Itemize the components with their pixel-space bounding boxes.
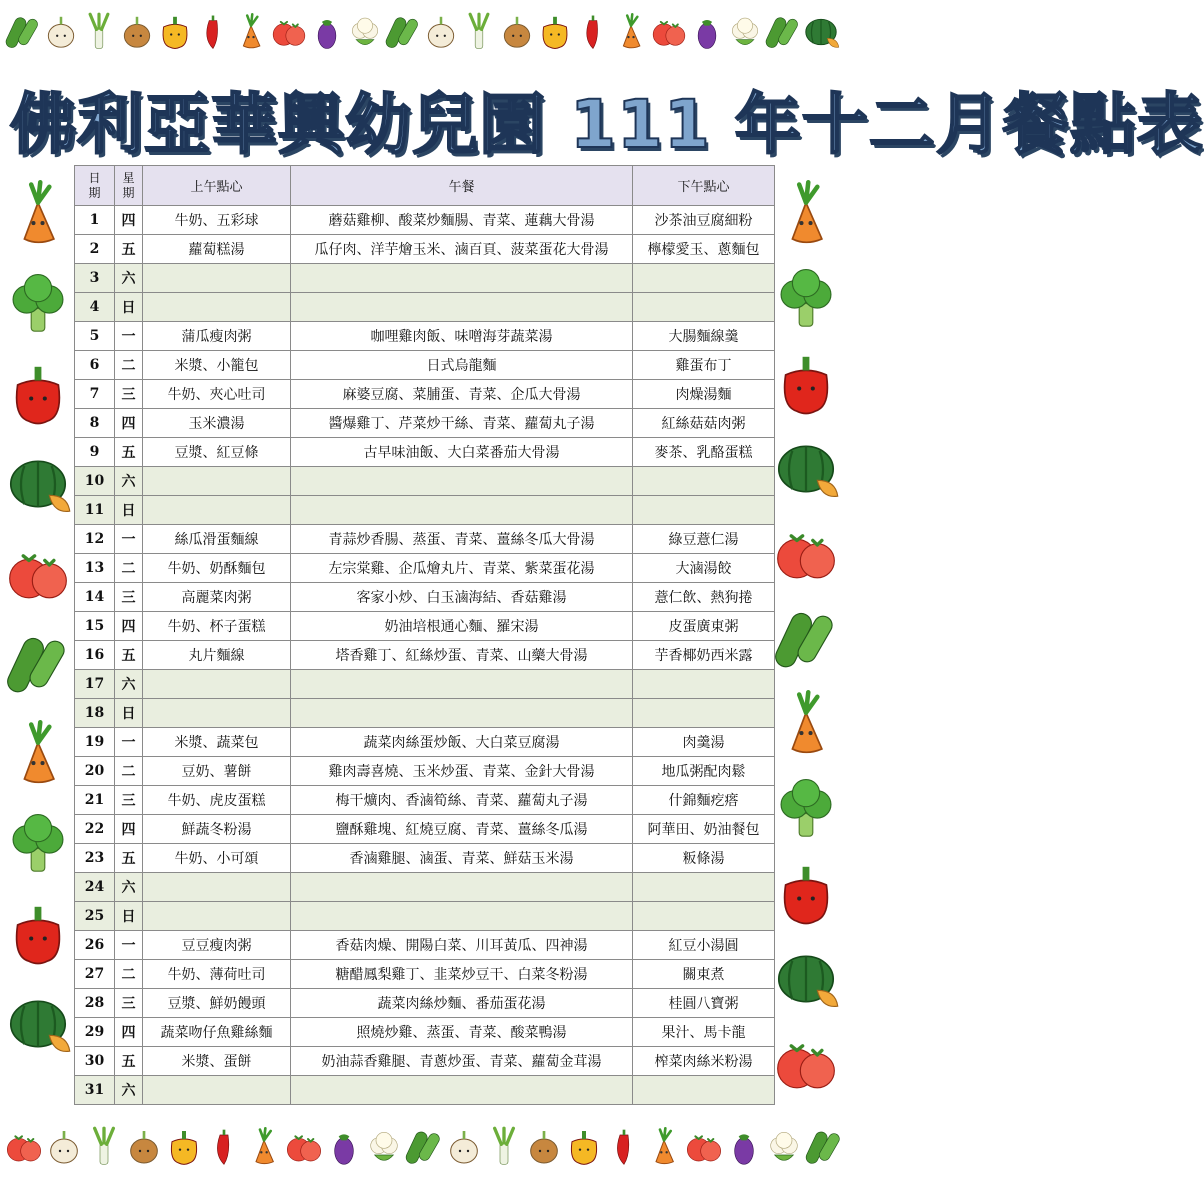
morning-snack-cell [143,699,291,728]
table-row [75,728,775,757]
weekday-cell: 五 [115,1047,143,1076]
lunch-cell: 奶油蒜香雞腿、青蔥炒蛋、青菜、蘿蔔金茸湯 [291,1047,633,1076]
day-cell: 9 [75,438,115,467]
lunch-cell [291,699,633,728]
page-title: 佛利亞華興幼兒園 111 年十二月餐點表 [10,86,1204,163]
weekday-cell: 三 [115,583,143,612]
garlic-icon [42,8,80,60]
day-cell: 12 [75,525,115,554]
tomato-icon [684,1122,724,1176]
weekday-cell: 六 [115,467,143,496]
morning-snack-cell: 蒲瓜瘦肉粥 [143,322,291,351]
lunch-cell: 青蒜炒香腸、蒸蛋、青菜、薑絲冬瓜大骨湯 [291,525,633,554]
table-row [75,351,775,380]
day-cell: 5 [75,322,115,351]
weekday-cell: 三 [115,989,143,1018]
morning-snack-cell [143,293,291,322]
day-cell: 22 [75,815,115,844]
morning-snack-cell: 丸片麵線 [143,641,291,670]
broccoli-icon [4,810,72,882]
afternoon-snack-cell: 榨菜肉絲米粉湯 [633,1047,775,1076]
lunch-cell: 麻婆豆腐、菜脯蛋、青菜、企瓜大骨湯 [291,380,633,409]
eggplant-icon [724,1122,764,1176]
table-row [75,583,775,612]
afternoon-snack-cell: 果汁、馬卡龍 [633,1018,775,1047]
cauliflower-icon [764,1122,804,1176]
top-veggie-border [0,8,848,78]
morning-snack-cell [143,1076,291,1105]
afternoon-snack-cell: 大腸麵線羹 [633,322,775,351]
weekday-cell: 四 [115,206,143,235]
afternoon-snack-cell: 綠豆薏仁湯 [633,525,775,554]
day-cell: 21 [75,786,115,815]
afternoon-snack-cell: 粄條湯 [633,844,775,873]
weekday-cell: 五 [115,235,143,264]
day-cell: 1 [75,206,115,235]
day-cell: 18 [75,699,115,728]
carrot-icon [4,180,72,252]
header-weekday: 星 期 [115,166,143,206]
day-cell: 17 [75,670,115,699]
morning-snack-cell: 牛奶、夾心吐司 [143,380,291,409]
header-morning-snack: 上午點心 [143,166,291,206]
lunch-cell: 香滷雞腿、滷蛋、青菜、鮮菇玉米湯 [291,844,633,873]
day-cell: 11 [75,496,115,525]
day-cell: 29 [75,1018,115,1047]
afternoon-snack-cell: 沙茶油豆腐細粉 [633,206,775,235]
header-afternoon-snack: 下午點心 [633,166,775,206]
day-cell: 10 [75,467,115,496]
weekday-cell: 一 [115,525,143,554]
bell-pepper-icon [536,8,574,60]
day-cell: 14 [75,583,115,612]
carrot-icon [4,720,72,792]
broccoli-icon [772,775,840,847]
weekday-cell: 二 [115,757,143,786]
tomato-icon [4,540,72,612]
morning-snack-cell [143,670,291,699]
lunch-cell: 客家小炒、白玉滷海結、香菇雞湯 [291,583,633,612]
garlic-icon [44,1122,84,1176]
bell-pepper-icon [164,1122,204,1176]
table-row [75,844,775,873]
carrot-icon [772,690,840,762]
lunch-cell [291,902,633,931]
afternoon-snack-cell [633,670,775,699]
lunch-cell: 蔬菜肉絲蛋炒飯、大白菜豆腐湯 [291,728,633,757]
weekday-cell: 六 [115,670,143,699]
weekday-cell: 一 [115,728,143,757]
morning-snack-cell: 豆奶、薯餅 [143,757,291,786]
tomato-icon [772,1030,840,1102]
afternoon-snack-cell [633,293,775,322]
carrot-icon [244,1122,284,1176]
morning-snack-cell: 米漿、蔬菜包 [143,728,291,757]
day-cell: 30 [75,1047,115,1076]
potato-icon [124,1122,164,1176]
morning-snack-cell: 牛奶、杯子蛋糕 [143,612,291,641]
morning-snack-cell: 絲瓜滑蛋麵線 [143,525,291,554]
afternoon-snack-cell: 紅豆小湯圓 [633,931,775,960]
weekday-cell: 日 [115,496,143,525]
afternoon-snack-cell [633,902,775,931]
weekday-cell: 三 [115,786,143,815]
table-body [75,206,775,1105]
afternoon-snack-cell: 肉燥湯麵 [633,380,775,409]
tomato-icon [284,1122,324,1176]
carrot-icon [772,180,840,252]
table-row [75,322,775,351]
header-lunch: 午餐 [291,166,633,206]
lunch-cell: 塔香雞丁、紅絲炒蛋、青菜、山藥大骨湯 [291,641,633,670]
header-date: 日 期 [75,166,115,206]
table-row [75,815,775,844]
lunch-cell: 瓜仔肉、洋芋燴玉米、滷百頁、菠菜蛋花大骨湯 [291,235,633,264]
afternoon-snack-cell: 阿華田、奶油餐包 [633,815,775,844]
red-pepper-icon [772,860,840,932]
afternoon-snack-cell [633,873,775,902]
day-cell: 31 [75,1076,115,1105]
eggplant-icon [308,8,346,60]
day-cell: 19 [75,728,115,757]
morning-snack-cell: 豆豆瘦肉粥 [143,931,291,960]
broccoli-icon [772,265,840,337]
table-row [75,960,775,989]
red-pepper-icon [4,360,72,432]
cauliflower-icon [346,8,384,60]
pumpkin-icon [772,945,840,1017]
table-row [75,554,775,583]
cucumber-icon [804,1122,844,1176]
lunch-cell [291,873,633,902]
afternoon-snack-cell: 大滷湯餃 [633,554,775,583]
lunch-cell: 梅干爌肉、香滷筍絲、青菜、蘿蔔丸子湯 [291,786,633,815]
morning-snack-cell: 牛奶、五彩球 [143,206,291,235]
morning-snack-cell: 米漿、蛋餅 [143,1047,291,1076]
table-row [75,467,775,496]
cauliflower-icon [364,1122,404,1176]
table-row [75,206,775,235]
weekday-cell: 四 [115,1018,143,1047]
cucumber-icon [404,1122,444,1176]
potato-icon [118,8,156,60]
lunch-cell [291,1076,633,1105]
table-row [75,612,775,641]
carrot-icon [232,8,270,60]
day-cell: 15 [75,612,115,641]
lunch-cell: 奶油培根通心麵、羅宋湯 [291,612,633,641]
afternoon-snack-cell: 皮蛋廣東粥 [633,612,775,641]
left-veggie-border [0,180,80,1120]
table-row [75,293,775,322]
pumpkin-icon [4,990,72,1062]
table-row [75,525,775,554]
weekday-cell: 二 [115,960,143,989]
afternoon-snack-cell: 地瓜粥配肉鬆 [633,757,775,786]
leek-icon [484,1122,524,1176]
table-row [75,235,775,264]
bottom-veggie-border [0,1122,848,1192]
tomato-icon [772,520,840,592]
table-row [75,496,775,525]
morning-snack-cell: 蔬菜吻仔魚雞絲麵 [143,1018,291,1047]
day-cell: 28 [75,989,115,1018]
morning-snack-cell: 牛奶、奶酥麵包 [143,554,291,583]
weekday-cell: 三 [115,380,143,409]
tomato-icon [650,8,688,60]
day-cell: 7 [75,380,115,409]
morning-snack-cell [143,902,291,931]
table-row [75,1076,775,1105]
garlic-icon [444,1122,484,1176]
table-row [75,1018,775,1047]
lunch-cell [291,467,633,496]
day-cell: 24 [75,873,115,902]
day-cell: 3 [75,264,115,293]
weekday-cell: 六 [115,1076,143,1105]
table-header-row [75,166,775,206]
lunch-cell: 左宗棠雞、企瓜燴丸片、青菜、紫菜蛋花湯 [291,554,633,583]
weekday-cell: 五 [115,641,143,670]
potato-icon [498,8,536,60]
lunch-cell: 日式烏龍麵 [291,351,633,380]
cucumber-icon [384,8,422,60]
table-row [75,873,775,902]
afternoon-snack-cell [633,264,775,293]
cucumber-icon [772,605,840,677]
weekday-cell: 六 [115,264,143,293]
afternoon-snack-cell [633,467,775,496]
lunch-cell: 蘑菇雞柳、酸菜炒麵腸、青菜、蓮藕大骨湯 [291,206,633,235]
weekday-cell: 六 [115,873,143,902]
lunch-cell [291,293,633,322]
table-row [75,670,775,699]
afternoon-snack-cell [633,699,775,728]
afternoon-snack-cell: 檸檬愛玉、蔥麵包 [633,235,775,264]
morning-snack-cell [143,264,291,293]
afternoon-snack-cell: 什錦麵疙瘩 [633,786,775,815]
pumpkin-icon [772,435,840,507]
afternoon-snack-cell [633,496,775,525]
weekday-cell: 日 [115,699,143,728]
afternoon-snack-cell: 芋香椰奶西米露 [633,641,775,670]
cauliflower-icon [726,8,764,60]
chili-icon [604,1122,644,1176]
afternoon-snack-cell: 關東煮 [633,960,775,989]
weekday-cell: 五 [115,438,143,467]
day-cell: 6 [75,351,115,380]
afternoon-snack-cell: 桂圓八寶粥 [633,989,775,1018]
eggplant-icon [324,1122,364,1176]
broccoli-icon [4,270,72,342]
leek-icon [84,1122,124,1176]
red-pepper-icon [772,350,840,422]
carrot-icon [612,8,650,60]
weekday-cell: 日 [115,902,143,931]
lunch-cell: 鹽酥雞塊、紅燒豆腐、青菜、薑絲冬瓜湯 [291,815,633,844]
eggplant-icon [688,8,726,60]
afternoon-snack-cell: 紅絲菇菇肉粥 [633,409,775,438]
table-row [75,786,775,815]
morning-snack-cell: 鮮蔬冬粉湯 [143,815,291,844]
bell-pepper-icon [564,1122,604,1176]
morning-snack-cell [143,467,291,496]
weekday-cell: 一 [115,931,143,960]
weekday-cell: 四 [115,612,143,641]
carrot-icon [644,1122,684,1176]
red-pepper-icon [4,900,72,972]
table-row [75,1047,775,1076]
afternoon-snack-cell: 雞蛋布丁 [633,351,775,380]
table-row [75,641,775,670]
weekday-cell: 四 [115,409,143,438]
chili-icon [194,8,232,60]
lunch-cell: 糖醋鳳梨雞丁、韭菜炒豆干、白菜冬粉湯 [291,960,633,989]
weekday-cell: 一 [115,322,143,351]
lunch-cell [291,264,633,293]
garlic-icon [422,8,460,60]
pumpkin-icon [4,450,72,522]
bell-pepper-icon [156,8,194,60]
table-row [75,264,775,293]
weekday-cell: 五 [115,844,143,873]
meal-schedule-table [74,165,775,1105]
lunch-cell: 雞肉壽喜燒、玉米炒蛋、青菜、金針大骨湯 [291,757,633,786]
morning-snack-cell: 牛奶、小可頌 [143,844,291,873]
morning-snack-cell: 牛奶、虎皮蛋糕 [143,786,291,815]
morning-snack-cell: 豆漿、鮮奶饅頭 [143,989,291,1018]
weekday-cell: 日 [115,293,143,322]
cucumber-icon [4,630,72,702]
morning-snack-cell: 豆漿、紅豆條 [143,438,291,467]
right-veggie-border [768,180,848,1120]
day-cell: 26 [75,931,115,960]
table-row [75,989,775,1018]
table-row [75,380,775,409]
afternoon-snack-cell [633,1076,775,1105]
table-row [75,438,775,467]
leek-icon [460,8,498,60]
lunch-cell: 蔬菜肉絲炒麵、番茄蛋花湯 [291,989,633,1018]
day-cell: 2 [75,235,115,264]
lunch-cell: 咖哩雞肉飯、味噌海芽蔬菜湯 [291,322,633,351]
morning-snack-cell: 牛奶、薄荷吐司 [143,960,291,989]
lunch-cell: 古早味油飯、大白菜番茄大骨湯 [291,438,633,467]
table-row [75,409,775,438]
chili-icon [574,8,612,60]
table-row [75,757,775,786]
afternoon-snack-cell: 肉羹湯 [633,728,775,757]
morning-snack-cell [143,873,291,902]
table-row [75,699,775,728]
cucumber-icon [4,8,42,60]
lunch-cell [291,670,633,699]
day-cell: 20 [75,757,115,786]
afternoon-snack-cell: 麥茶、乳酪蛋糕 [633,438,775,467]
tomato-icon [4,1122,44,1176]
day-cell: 23 [75,844,115,873]
lunch-cell: 醬爆雞丁、芹菜炒干絲、青菜、蘿蔔丸子湯 [291,409,633,438]
table-row [75,902,775,931]
chili-icon [204,1122,244,1176]
pumpkin-icon [802,8,840,60]
afternoon-snack-cell: 薏仁飲、熱狗捲 [633,583,775,612]
day-cell: 16 [75,641,115,670]
table-row [75,931,775,960]
day-cell: 13 [75,554,115,583]
weekday-cell: 二 [115,351,143,380]
weekday-cell: 四 [115,815,143,844]
morning-snack-cell: 玉米濃湯 [143,409,291,438]
morning-snack-cell: 米漿、小籠包 [143,351,291,380]
leek-icon [80,8,118,60]
potato-icon [524,1122,564,1176]
day-cell: 25 [75,902,115,931]
lunch-cell: 香菇肉燥、開陽白菜、川耳黃瓜、四神湯 [291,931,633,960]
day-cell: 4 [75,293,115,322]
lunch-cell: 照燒炒雞、蒸蛋、青菜、酸菜鴨湯 [291,1018,633,1047]
cucumber-icon [764,8,802,60]
morning-snack-cell: 蘿蔔糕湯 [143,235,291,264]
morning-snack-cell: 高麗菜肉粥 [143,583,291,612]
lunch-cell [291,496,633,525]
weekday-cell: 二 [115,554,143,583]
day-cell: 27 [75,960,115,989]
tomato-icon [270,8,308,60]
day-cell: 8 [75,409,115,438]
morning-snack-cell [143,496,291,525]
